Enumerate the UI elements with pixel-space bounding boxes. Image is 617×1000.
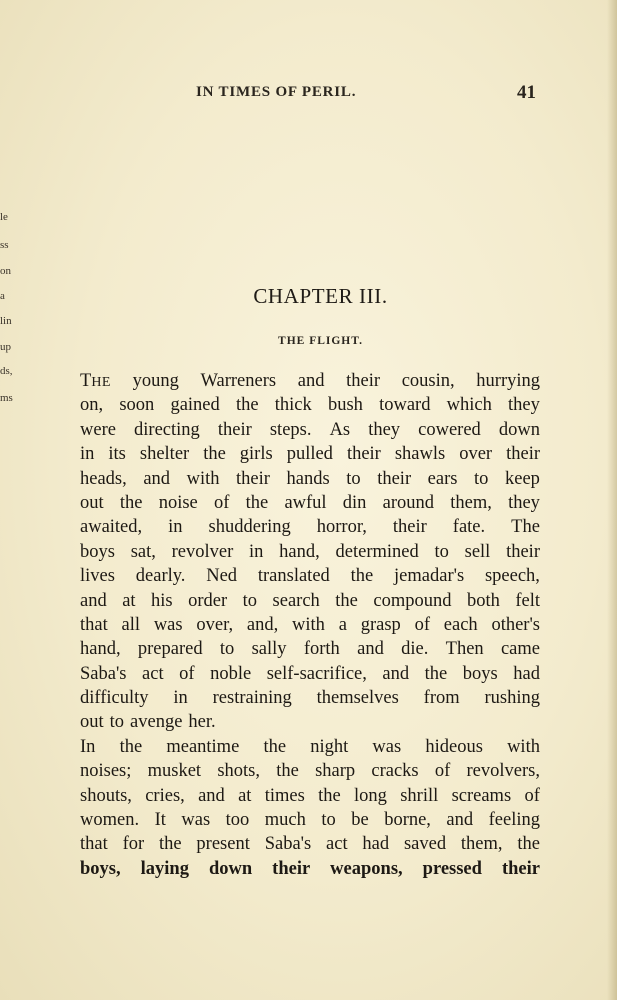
word: in xyxy=(80,444,95,465)
word: their xyxy=(346,371,381,391)
word: times xyxy=(264,785,305,806)
word: sell xyxy=(464,541,491,562)
word: night xyxy=(310,736,349,757)
text-line xyxy=(80,857,540,881)
word: compound xyxy=(373,590,452,611)
text-line xyxy=(80,759,540,783)
word: revolver xyxy=(171,541,234,562)
word: their xyxy=(272,858,311,879)
word: The xyxy=(511,517,540,538)
text-line xyxy=(80,589,540,613)
running-head: IN TIMES OF PERIL. xyxy=(196,84,357,100)
word: cracks xyxy=(371,761,419,782)
word: girls xyxy=(239,444,273,465)
word: were xyxy=(80,419,116,440)
word: was xyxy=(153,614,183,635)
word: and xyxy=(80,590,107,611)
word: of xyxy=(414,614,430,635)
word: din xyxy=(342,492,367,513)
word: their xyxy=(392,517,427,538)
word: his xyxy=(151,590,173,611)
word: young xyxy=(132,371,179,391)
word: to xyxy=(434,541,449,562)
word: over xyxy=(459,444,493,465)
word: all xyxy=(121,614,141,635)
word: felt xyxy=(515,590,540,611)
word: with xyxy=(507,736,540,757)
word: forth xyxy=(303,639,340,660)
word: Warreners xyxy=(200,371,277,391)
word: laying xyxy=(140,858,189,879)
word: hideous xyxy=(425,736,483,757)
word: and xyxy=(198,785,225,806)
word: which xyxy=(446,395,492,416)
word: came xyxy=(500,639,540,660)
text-line xyxy=(80,637,540,661)
gutter-fragment: lin xyxy=(0,315,12,327)
word: the xyxy=(119,736,143,757)
word: that xyxy=(80,834,108,855)
word: had xyxy=(513,663,540,684)
word: with xyxy=(186,468,220,489)
paragraph xyxy=(80,369,540,735)
word: It xyxy=(154,810,166,831)
text-line xyxy=(80,564,540,588)
word: feeling xyxy=(488,810,540,831)
page-number: 41 xyxy=(517,82,536,103)
word: noble xyxy=(210,663,252,684)
word: to xyxy=(242,590,258,611)
word: awaited, xyxy=(80,517,143,538)
word: boys xyxy=(462,663,498,684)
word: shelter xyxy=(139,444,190,465)
word: of xyxy=(179,663,195,684)
word: gained xyxy=(170,395,220,416)
word: its xyxy=(108,444,126,465)
word: sally xyxy=(251,639,287,660)
paragraph xyxy=(80,735,540,881)
text-line xyxy=(80,515,540,539)
word: steps. xyxy=(269,419,312,440)
text-line xyxy=(80,808,540,832)
word: their xyxy=(377,468,412,489)
word: the xyxy=(318,785,341,806)
word: the xyxy=(263,736,287,757)
gutter-fragment: ms xyxy=(0,392,13,404)
word: boys xyxy=(80,541,115,562)
word: order xyxy=(188,590,228,611)
text-line xyxy=(80,832,540,856)
word: avenge xyxy=(130,712,183,733)
word: restraining xyxy=(212,688,292,709)
word: sharp xyxy=(315,761,356,782)
word: musket xyxy=(147,761,202,782)
word: shrill xyxy=(400,785,439,806)
word: on, xyxy=(80,395,104,416)
word: of xyxy=(524,785,540,806)
word: the xyxy=(424,663,448,684)
word: and xyxy=(446,810,474,831)
word: revolvers, xyxy=(466,761,540,782)
text-line xyxy=(80,369,540,393)
gutter-fragment: le xyxy=(0,211,8,223)
word: act xyxy=(326,834,348,855)
word: noises; xyxy=(80,761,132,782)
word: in xyxy=(249,541,264,562)
word: down xyxy=(498,419,540,440)
word: meantime xyxy=(166,736,240,757)
word: Ned xyxy=(206,566,238,587)
gutter-fragment: up xyxy=(0,341,11,353)
word: to xyxy=(219,639,235,660)
word: hand, xyxy=(80,639,121,660)
word: they xyxy=(508,395,540,416)
word: down xyxy=(208,858,253,879)
word: pressed xyxy=(422,858,482,879)
text-line xyxy=(80,662,540,686)
word: their xyxy=(506,541,540,562)
word: to xyxy=(474,468,489,489)
word: out xyxy=(80,492,104,513)
word: the xyxy=(350,566,374,587)
word: was xyxy=(181,810,211,831)
word: shuddering xyxy=(208,517,291,538)
text-line xyxy=(80,613,540,637)
word: of xyxy=(434,761,451,782)
word: As xyxy=(329,419,351,440)
word: their xyxy=(501,858,540,879)
word: pulled xyxy=(286,444,333,465)
word: that xyxy=(80,614,108,635)
word: from xyxy=(423,688,460,709)
facing-page-gutter xyxy=(0,0,14,1000)
word: speech, xyxy=(484,566,540,587)
word: over, xyxy=(196,614,234,635)
text-line xyxy=(80,467,540,491)
word: and xyxy=(143,468,171,489)
word: the xyxy=(276,761,299,782)
gutter-fragment: ss xyxy=(0,239,9,251)
word: much xyxy=(264,810,306,831)
word: hurrying xyxy=(476,371,540,391)
word: shouts, xyxy=(80,785,132,806)
word: THE xyxy=(80,371,111,391)
word: soon xyxy=(119,395,155,416)
word: in xyxy=(173,688,188,709)
word: screams xyxy=(451,785,512,806)
word: at xyxy=(238,785,252,806)
word: lives xyxy=(80,566,115,587)
word: shots, xyxy=(217,761,260,782)
word: the xyxy=(245,492,269,513)
word: noise xyxy=(158,492,198,513)
gutter-fragment: on xyxy=(0,265,11,277)
word: her. xyxy=(188,712,216,733)
word: at xyxy=(122,590,136,611)
word: thick xyxy=(274,395,312,416)
word: the xyxy=(335,590,358,611)
word: and xyxy=(357,639,384,660)
word: other's xyxy=(491,614,540,635)
word: in xyxy=(168,517,183,538)
text-line xyxy=(80,710,540,734)
word: Saba's xyxy=(80,663,127,684)
word: and xyxy=(382,663,410,684)
word: was xyxy=(372,736,402,757)
word: saved xyxy=(403,834,447,855)
text-line xyxy=(80,540,540,564)
word: self-sacrifice, xyxy=(266,663,367,684)
text-line xyxy=(80,784,540,808)
word: and, xyxy=(246,614,279,635)
word: they xyxy=(368,419,401,440)
word: the xyxy=(203,444,226,465)
word: to xyxy=(321,810,336,831)
word: present xyxy=(196,834,250,855)
word: women. xyxy=(80,810,140,831)
text-line xyxy=(80,442,540,466)
word: rushing xyxy=(484,688,540,709)
word: to xyxy=(109,712,125,733)
word: out xyxy=(80,712,104,733)
word: them, xyxy=(450,492,492,513)
word: of xyxy=(213,492,230,513)
word: the xyxy=(235,395,259,416)
word: themselves xyxy=(316,688,399,709)
word: hands xyxy=(286,468,330,489)
word: weapons, xyxy=(330,858,403,879)
text-line xyxy=(80,393,540,417)
text-line xyxy=(80,418,540,442)
word: and xyxy=(297,371,325,391)
body-text xyxy=(80,369,540,881)
word: their xyxy=(506,444,540,465)
word: their xyxy=(236,468,270,489)
word: In xyxy=(80,736,96,757)
word: die. xyxy=(401,639,429,660)
text-line xyxy=(80,491,540,515)
word: Saba's xyxy=(264,834,312,855)
word: they xyxy=(508,492,540,513)
word: bush xyxy=(327,395,363,416)
word: directing xyxy=(134,419,200,440)
word: long xyxy=(354,785,387,806)
word: had xyxy=(362,834,390,855)
word: difficulty xyxy=(80,688,149,709)
word: each xyxy=(443,614,478,635)
word: too xyxy=(225,810,250,831)
gutter-fragment: ds, xyxy=(0,365,13,377)
word: keep xyxy=(504,468,540,489)
word: both xyxy=(466,590,500,611)
word: toward xyxy=(379,395,431,416)
word: search xyxy=(272,590,320,611)
word: to xyxy=(346,468,361,489)
word: the xyxy=(119,492,143,513)
word: their xyxy=(217,419,252,440)
word: for xyxy=(122,834,145,855)
word: translated xyxy=(257,566,330,587)
chapter-title: CHAPTER III. xyxy=(253,284,388,308)
word: cousin, xyxy=(401,371,455,391)
word: be xyxy=(351,810,369,831)
word: boys, xyxy=(80,858,121,879)
word: the xyxy=(517,834,540,855)
text-line xyxy=(80,735,540,759)
word: cowered xyxy=(418,419,481,440)
word: act xyxy=(142,663,164,684)
word: their xyxy=(346,444,381,465)
word: jemadar's xyxy=(394,566,465,587)
word: horror, xyxy=(316,517,367,538)
gutter-fragment: a xyxy=(0,290,5,302)
word: around xyxy=(382,492,435,513)
word: the xyxy=(158,834,182,855)
word: borne, xyxy=(384,810,431,831)
word: fate. xyxy=(452,517,486,538)
word: cries, xyxy=(145,785,185,806)
word: shawls xyxy=(394,444,446,465)
word: awful xyxy=(284,492,327,513)
word: determined xyxy=(335,541,419,562)
word: with xyxy=(292,614,325,635)
text-line xyxy=(80,686,540,710)
chapter-subtitle: THE FLIGHT. xyxy=(278,335,363,347)
word: hand, xyxy=(279,541,320,562)
word: dearly. xyxy=(135,566,186,587)
word: sat, xyxy=(130,541,156,562)
word: prepared xyxy=(137,639,203,660)
word: heads, xyxy=(80,468,127,489)
word: grasp xyxy=(360,614,401,635)
word: Then xyxy=(445,639,484,660)
word: ears xyxy=(427,468,458,489)
word: a xyxy=(338,614,347,635)
word: them, xyxy=(460,834,503,855)
